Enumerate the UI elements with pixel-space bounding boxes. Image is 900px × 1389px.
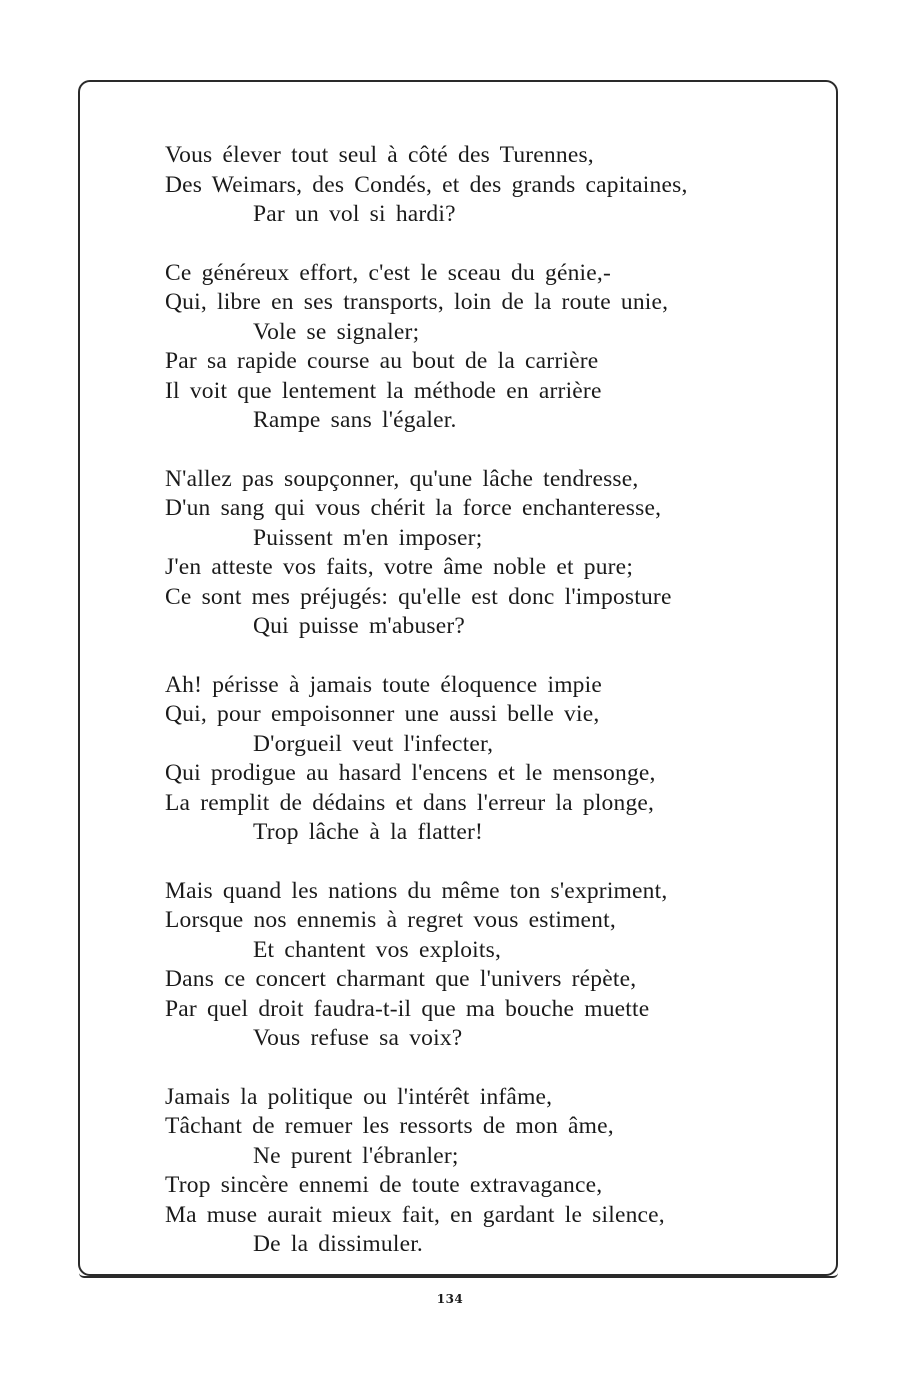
verse-line: J'en atteste vos faits, votre âme noble et pure; (165, 554, 634, 580)
verse-line: Il voit que lentement la méthode en arrière (165, 377, 602, 404)
verse-line: Trop sincère ennemi de toute extravagance, (165, 1172, 603, 1198)
stanza-5 (165, 877, 785, 1054)
verse-line-indented: Rampe sans l'égaler. (253, 407, 457, 433)
verse-line: D'un sang qui vous chérit la force enchanteresse, (165, 495, 662, 521)
stanza-3 (165, 465, 785, 642)
verse-line: Qui prodigue au hasard l'encens et le mensonge, (165, 760, 656, 786)
verse-line: Par sa rapide course au bout de la carrière (165, 348, 599, 374)
verse-line: Qui, pour empoisonner une aussi belle vie, (165, 701, 600, 727)
stanza-1 (165, 141, 785, 230)
stanza-4 (165, 671, 785, 848)
verse-line-indented: Trop lâche à la flatter! (253, 819, 484, 845)
verse-line-indented: Puissent m'en imposer; (253, 524, 483, 551)
verse-line: Tâchant de remuer les ressorts de mon âme, (165, 1113, 614, 1139)
verse-line-indented: Ne purent l'ébranler; (253, 1142, 459, 1169)
verse-line: N'allez pas soupçonner, qu'une lâche tendresse, (165, 465, 639, 492)
verse-line: Qui, libre en ses transports, loin de la route unie, (165, 289, 669, 315)
verse-line-indented: De la dissimuler. (253, 1231, 424, 1257)
verse-line: Ce sont mes préjugés: qu'elle est donc l'imposture (165, 583, 672, 610)
verse-line-indented: Vole se signaler; (253, 318, 420, 345)
verse-line: Dans ce concert charmant que l'univers répète, (165, 966, 637, 992)
verse-line: Jamais la politique ou l'intérêt infâme, (165, 1083, 553, 1110)
verse-line: La remplit de dédains et dans l'erreur la plonge, (165, 789, 655, 816)
verse-line: Ma muse aurait mieux fait, en gardant le silence, (165, 1201, 665, 1228)
verse-line-indented: Vous refuse sa voix? (253, 1025, 463, 1051)
poem-body (165, 141, 785, 1289)
verse-line: Vous élever tout seul à côté des Turennes, (165, 142, 594, 168)
verse-line: Ah! périsse à jamais toute éloquence impie (165, 671, 602, 698)
page-number: 134 (436, 1292, 464, 1306)
stanza-2 (165, 259, 785, 436)
verse-line-indented: Et chantent vos exploits, (253, 936, 502, 963)
verse-line-indented: Qui puisse m'abuser? (253, 613, 466, 639)
stanza-6 (165, 1083, 785, 1260)
verse-line: Des Weimars, des Condés, et des grands capitaines, (165, 171, 688, 198)
verse-line: Par quel droit faudra-t-il que ma bouche muette (165, 995, 650, 1022)
verse-line: Ce généreux effort, c'est le sceau du génie,- (165, 259, 611, 286)
verse-line: Lorsque nos ennemis à regret vous estiment, (165, 907, 616, 933)
verse-line-indented: D'orgueil veut l'infecter, (253, 730, 494, 757)
verse-line: Mais quand les nations du même ton s'expriment, (165, 877, 668, 904)
verse-line-indented: Par un vol si hardi? (253, 201, 456, 227)
